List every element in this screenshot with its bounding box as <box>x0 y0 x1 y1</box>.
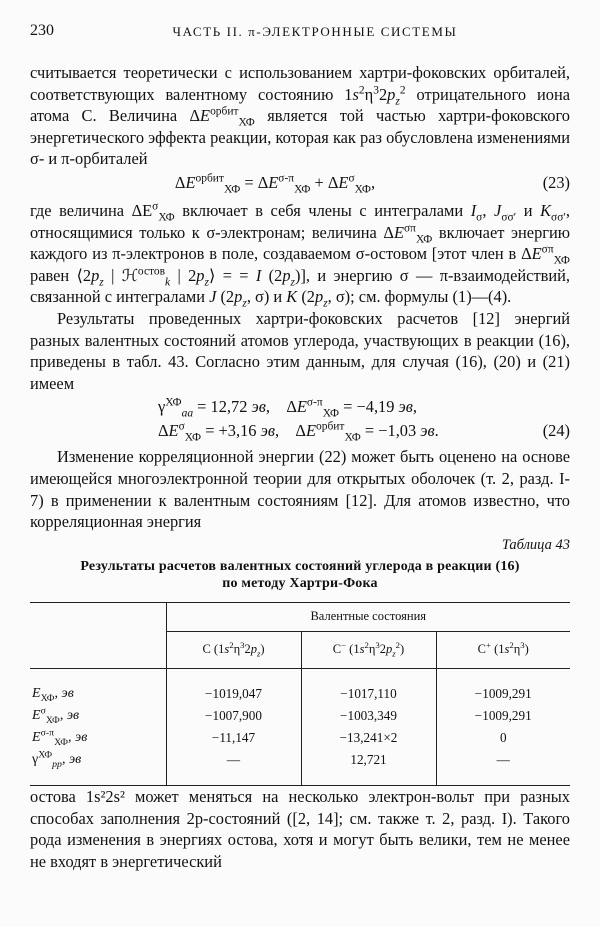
table-row: $E^\sigma_{ХФ}$, эв −1007,900 −1003,349 −1009,291 <box>30 705 570 727</box>
col-header-c-minus: C− $(1s^2\eta^32p_z^2)$ <box>301 632 436 669</box>
equation-number: (23) <box>542 172 570 192</box>
paragraph-2: где величина $\Delta E^\sigma_{ХФ}$ включает в себя члены с интегралами $I_\sigma$, $J_{\sigma\sigma'}$ и $K_{\sigma\sigma'}$, относящимися только к σ-электронам; величина $\Delta E^{\sigma\pi}_{ХФ}$ включает энергию каждого из π-электронов в поле, создаваемом σ-остовом [этот член в $\Delta E^{\sigma\pi}_{ХФ}$ равен $⟨2p_z$ | ℋ$^{остов}_k$ | $2p_z⟩$ = = I $(2p_z)$], и энергию σ — π-взаимодействий, связанной с интегралами J ($2p_z$, σ) и K ($2p_z$, σ); см. формулы (1)—(4). <box>30 200 571 310</box>
table-caption: Таблица 43 <box>501 536 570 553</box>
paragraph-5: остова 1s²2s² может меняться на несколько электрон-вольт при разных способах заполнения 2p-состояний ([2, 14]; см. также т. 2, разд. I). Такого рода изменения в энергиях остова, хотя и могут быть велики, тем не менее не входят в энергетический <box>30 787 570 872</box>
equation-23: $\Delta E^{орбит}_{ХФ} = \Delta E^{\sigma-\pi}_{ХФ} + \Delta E^\sigma_{ХФ}$, (23) <box>174 172 570 196</box>
equation-number: (24) <box>542 421 570 441</box>
col-header-c: C $(1s^2\eta^32p_z)$ <box>166 632 301 669</box>
paragraph-1: считывается теоретически с использованием хартри-фоковских орбиталей, соответствующих валентному состоянию $1s^2\eta^32p_z^2$ отрицательного иона атома С. Величина $\Delta E^{орбит}_{ХФ}$ является той частью хартри-фоковского энергетического эффекта реакции, которая как раз обусловлена изменениями σ- и π-орбиталей <box>30 63 570 169</box>
paragraph-3: Результаты проведенных хартри-фоковских расчетов [12] энергий разных валентных состояний атомов углерода, участвующих в реакции (16), приведены в табл. 43. Согласно этим данным, для случая (16), (20) и (21) имеем <box>30 308 570 393</box>
table-row: $E_{ХФ}$, эв −1019,047 −1017,110 −1009,291 <box>30 669 570 706</box>
table-row: $E^{\sigma-\pi}_{ХФ}$, эв −11,147 −13,241×2 0 <box>30 727 570 749</box>
page-header <box>30 22 570 44</box>
table-title: Результаты расчетов валентных состояний углерода в реакции (16) по методу Хартри-Фока <box>80 559 520 592</box>
paragraph-4: Изменение корреляционной энергии (22) может быть оценено на основе имеющейся многоэлектронной теории для открытых оболочек (т. 2, разд. I-7) в применении к валентным состояниям [12]. Для атомов известно, что корреляционная энергия <box>30 447 570 532</box>
equation-24: $\gamma^{ХФ}_{aa} = 12,72$ эв, $\Delta E^{\sigma-\pi}_{ХФ} = -4,19$ эв, $\Delta E^\sigma_{ХФ} = +3,16$ эв, $\Delta E^{орбит}_{ХФ} = -1,03$ эв. (24) <box>158 396 570 444</box>
table-subheader-row <box>30 632 570 669</box>
group-header: Валентные состояния <box>166 603 570 632</box>
results-table <box>30 602 570 786</box>
table-header-row <box>30 603 570 632</box>
col-header-c-plus: C+ $(1s^2\eta^3)$ <box>436 632 570 669</box>
table-row: $\gamma^{ХФ}_{pp}$, эв — 12,721 — <box>30 749 570 786</box>
running-title: ЧАСТЬ II. π-ЭЛЕКТРОННЫЕ СИСТЕМЫ <box>172 24 458 39</box>
text-body <box>30 62 570 873</box>
page-number: 230 <box>30 22 54 39</box>
